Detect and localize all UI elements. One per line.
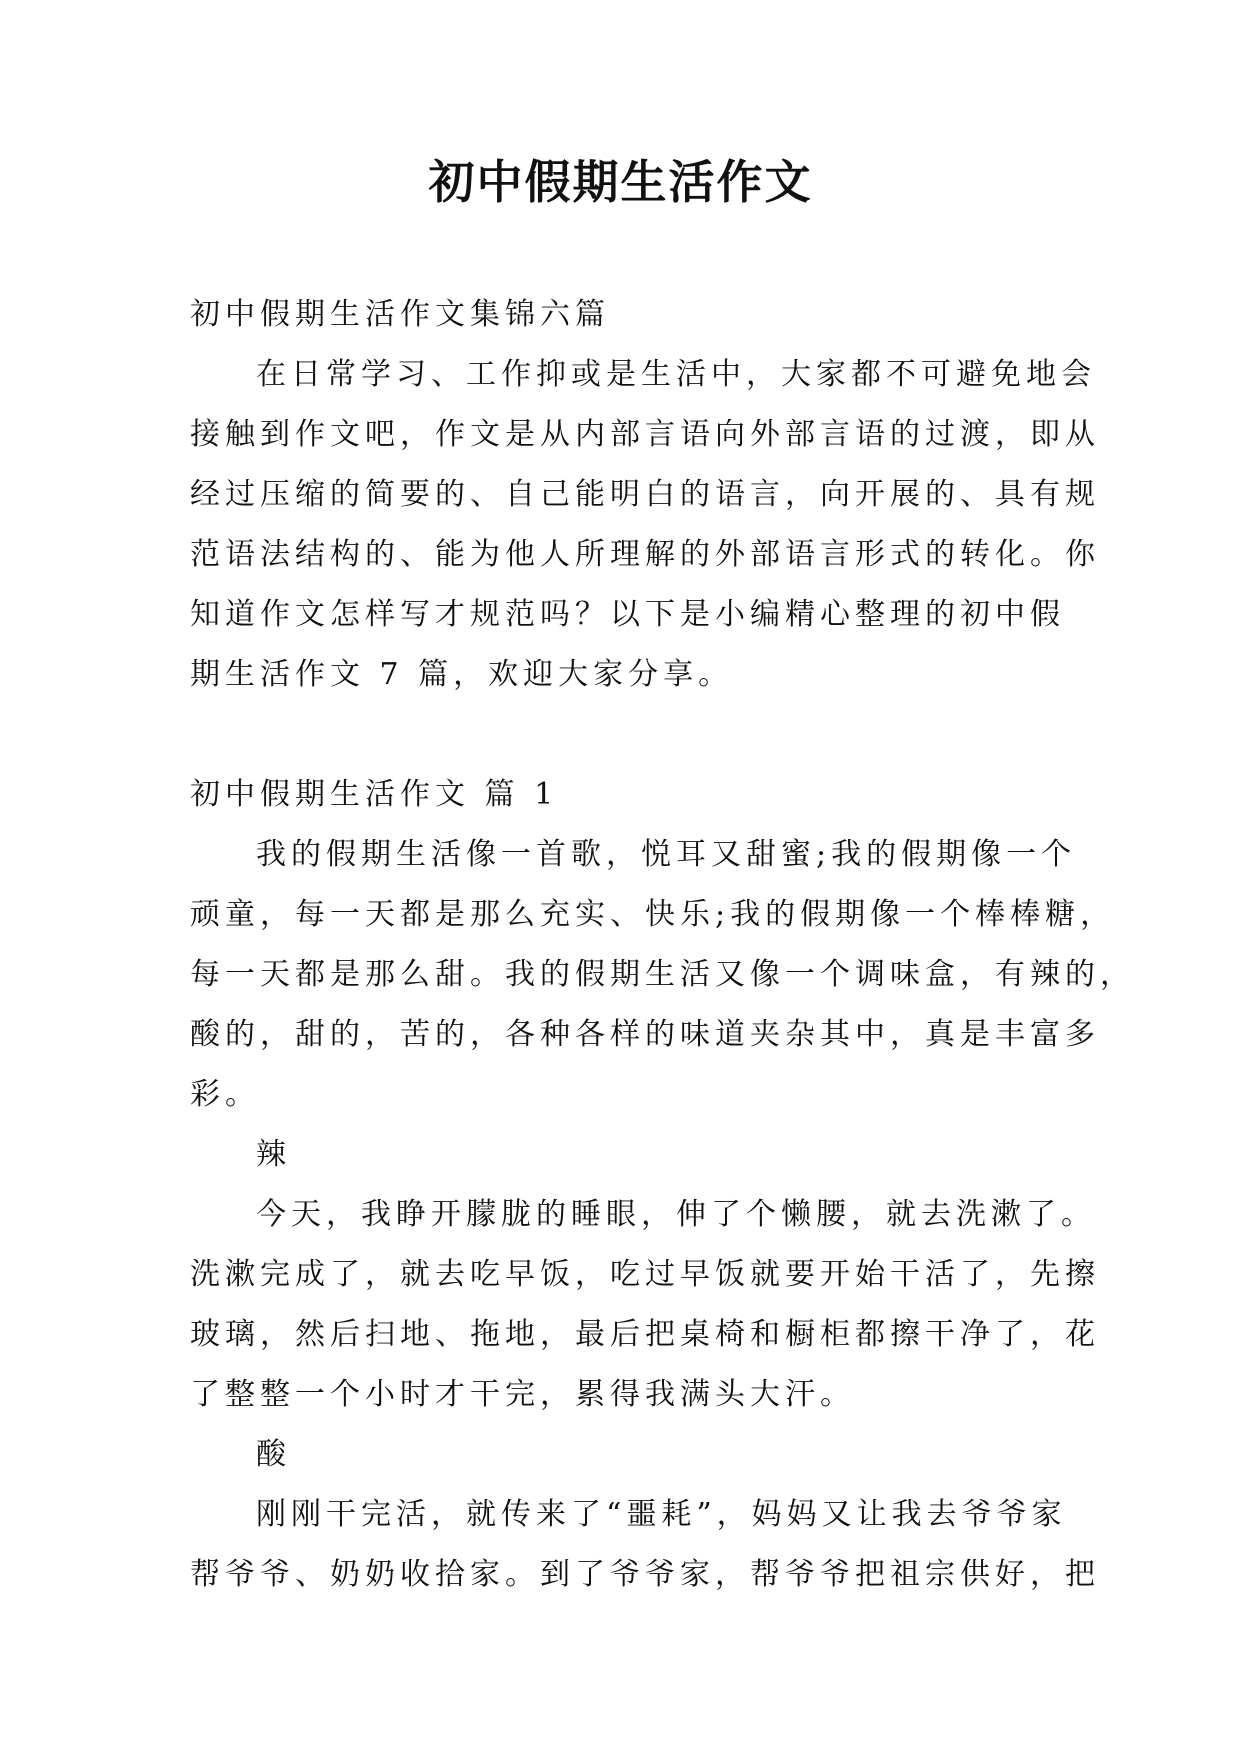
text-line: 帮爷爷、奶奶收拾家。到了爷爷家，帮爷爷把祖宗供好，把 xyxy=(190,1557,1100,1592)
text-line: 顽童，每一天都是那么充实、快乐;我的假期像一个棒棒糖， xyxy=(190,897,1116,932)
text-line: 每一天都是那么甜。我的假期生活又像一个调味盒，有辣的， xyxy=(190,957,1135,992)
text-line: 辣 xyxy=(256,1137,291,1172)
paragraph-gap xyxy=(190,705,1070,765)
text-line: 我的假期生活像一首歌，悦耳又甜蜜;我的假期像一个 xyxy=(256,837,1077,872)
text-line: 彩。 xyxy=(190,1077,260,1112)
text-line: 接触到作文吧，作文是从内部言语向外部言语的过渡，即从 xyxy=(190,417,1100,452)
text-line: 酸的，甜的，苦的，各种各样的味道夹杂其中，真是丰富多 xyxy=(190,1017,1100,1052)
text-line: 经过压缩的简要的、自己能明白的语言，向开展的、具有规 xyxy=(190,477,1100,512)
text-line: 今天，我睁开朦胧的睡眼，伸了个懒腰，就去洗漱了。 xyxy=(256,1197,1096,1232)
text-line: 范语法结构的、能为他人所理解的外部语言形式的转化。你 xyxy=(190,537,1100,572)
text-line: 刚刚干完活，就传来了“噩耗”，妈妈又让我去爷爷家 xyxy=(256,1497,1067,1532)
text-line: 酸 xyxy=(256,1437,291,1472)
text-line: 了整整一个小时才干完，累得我满头大汗。 xyxy=(190,1377,855,1412)
text-line: 初中假期生活作文 篇 1 xyxy=(190,777,559,812)
text-line: 在日常学习、工作抑或是生活中，大家都不可避免地会 xyxy=(256,357,1096,392)
text-line: 知道作文怎样写才规范吗？以下是小编精心整理的初中假 xyxy=(190,597,1065,632)
text-line: 洗漱完成了，就去吃早饭，吃过早饭就要开始干活了，先擦 xyxy=(190,1257,1100,1292)
text-line: 玻璃，然后扫地、拖地，最后把桌椅和橱柜都擦干净了，花 xyxy=(190,1317,1100,1352)
text-line: 期生活作文 7 篇，欢迎大家分享。 xyxy=(190,657,734,692)
text-line: 初中假期生活作文集锦六篇 xyxy=(190,297,610,332)
document-body xyxy=(190,285,1135,1605)
document-title: 初中假期生活作文 xyxy=(428,155,813,209)
